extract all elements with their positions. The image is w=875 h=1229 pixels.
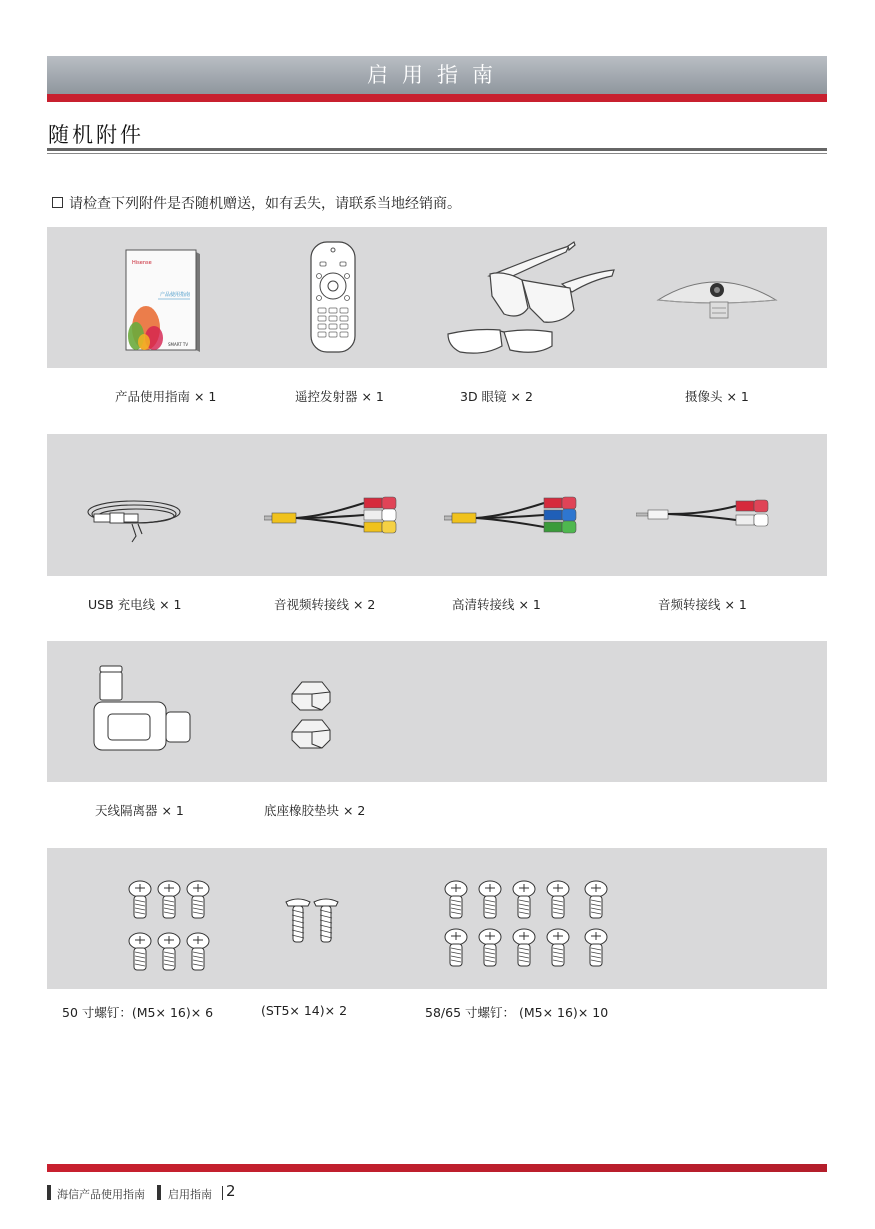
header-red-stripe [47,94,827,102]
screws-st5-icon [284,898,340,946]
label-rubber-pad: 底座橡胶垫块 × 2 [264,803,366,818]
label-ypbpr-cable: 高清转接线 × 1 [452,597,541,612]
camera-icon [656,270,778,326]
svg-text:SMART TV: SMART TV [168,342,189,347]
footer-separator [222,1186,223,1200]
label-manual: 产品使用指南 × 1 [115,389,217,404]
page-number: 2 [226,1182,236,1200]
label-av-cable: 音视频转接线 × 2 [274,597,376,612]
manual-icon [124,248,200,352]
intro-text: 请检查下列附件是否随机赠送，如有丢失，请联系当地经销商。 [69,196,461,212]
label-3d-glasses: 3D 眼镜 × 2 [460,389,533,404]
footer-red-bar [47,1164,827,1172]
screws-50-inch-icon [126,878,216,972]
usb-cable-icon [84,490,190,546]
remote-icon [308,240,358,354]
page-title: 启用指南 [367,63,507,87]
label-remote: 遥控发射器 × 1 [295,389,384,404]
av-cable-icon [264,494,400,536]
footer-guide-title: 海信产品使用指南 [57,1188,145,1201]
label-screws-st5: (ST5× 14)× 2 [261,1003,348,1018]
footer-marker [157,1185,161,1200]
section-title: 随机附件 [48,123,144,147]
antenna-isolator-icon [92,662,194,754]
label-screws-58-65: 58/65 寸螺钉： (M5× 16)× 10 [425,1005,609,1020]
label-audio-cable: 音频转接线 × 1 [658,597,747,612]
label-usb-cable: USB 充电线 × 1 [88,597,182,612]
section-rule [47,148,827,151]
rubber-pad-icon [288,676,334,752]
audio-cable-icon [636,496,772,532]
screws-58-65-inch-icon [442,878,614,972]
3d-glasses-icon [444,238,620,358]
svg-text:产品使用指南: 产品使用指南 [160,292,191,298]
checkbox-icon [52,197,63,208]
footer-section-title: 启用指南 [168,1188,212,1201]
label-antenna-isolator: 天线隔离器 × 1 [95,803,184,818]
section-rule-thin [47,153,827,154]
ypbpr-cable-icon [444,494,580,536]
label-camera: 摄像头 × 1 [685,389,749,404]
footer-marker [47,1185,51,1200]
svg-text:Hisense: Hisense [132,260,152,266]
label-screws-50: 50 寸螺钉：(M5× 16)× 6 [62,1005,214,1020]
